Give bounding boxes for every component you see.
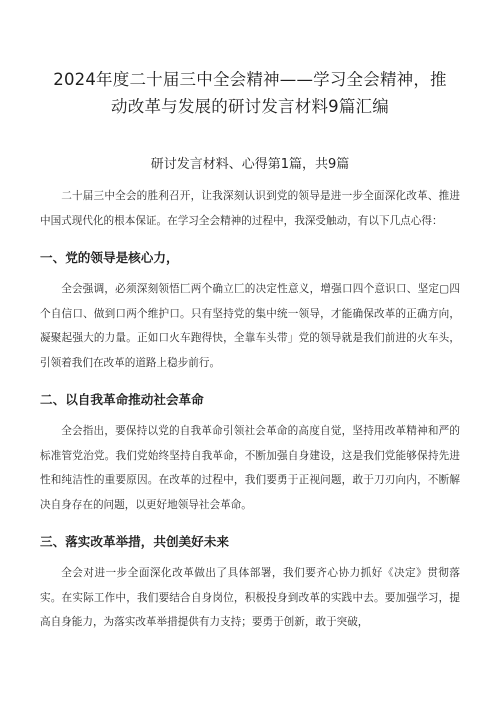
section-body-1: 全会强调，必须深刻领悟匚两个确立匚的决定性意义，增强口四个意识口、坚定▢四个自信口、做到口两个维护口。只有坚持党的集中统一领导，才能确保改革的正确方向，凝聚起强大的力量。正如口火车跑得快，全靠车头带」党的领导就是我们前进的火车头，引领着我们在改革的道路上稳步前行。 — [40, 283, 460, 369]
section-body-3: 全会对进一步全面深化改革做出了具体部署，我们要齐心协力抓好《决定》贯彻落实。在实际工作中，我们要结合自身岗位，积极投身到改革的实践中去。要加强学习，提高自身能力，为落实改革举措提供有力支持；要勇于创新，敢于突破， — [40, 567, 460, 628]
section-heading-1: 一、党的领导是核心力， — [40, 250, 179, 265]
section-heading-3: 三、落实改革举措，共创美好未来 — [40, 534, 229, 549]
document-subtitle: 研讨发言材料、心得第1篇，共9篇 — [150, 157, 350, 172]
section-heading-2: 二、以自我革命推动社会革命 — [40, 392, 204, 407]
section-body-2: 全会指出，要保持以党的自我革命引领社会革命的高度自觉，坚持用改革精神和严的标准管党治党。我们党始终坚持自我革命，不断加强自身建设，这是我们党能够保持先进性和纯洁性的重要原因。在改革的过程中，我们要勇于正视问题，敢于刀刃向内，不断解决自身存在的问题，以更好地领导社会革命。 — [40, 425, 460, 511]
document-title: 2024年度二十届三中全会精神——学习全会精神，推动改革与发展的研讨发言材料9篇汇编 — [53, 70, 447, 116]
intro-paragraph: 二十届三中全会的胜利召开，让我深刻认识到党的领导是进一步全面深化改革、推进中国式现代化的根本保证。在学习全会精神的过程中，我深受触动，有以下几点心得： — [40, 190, 460, 227]
